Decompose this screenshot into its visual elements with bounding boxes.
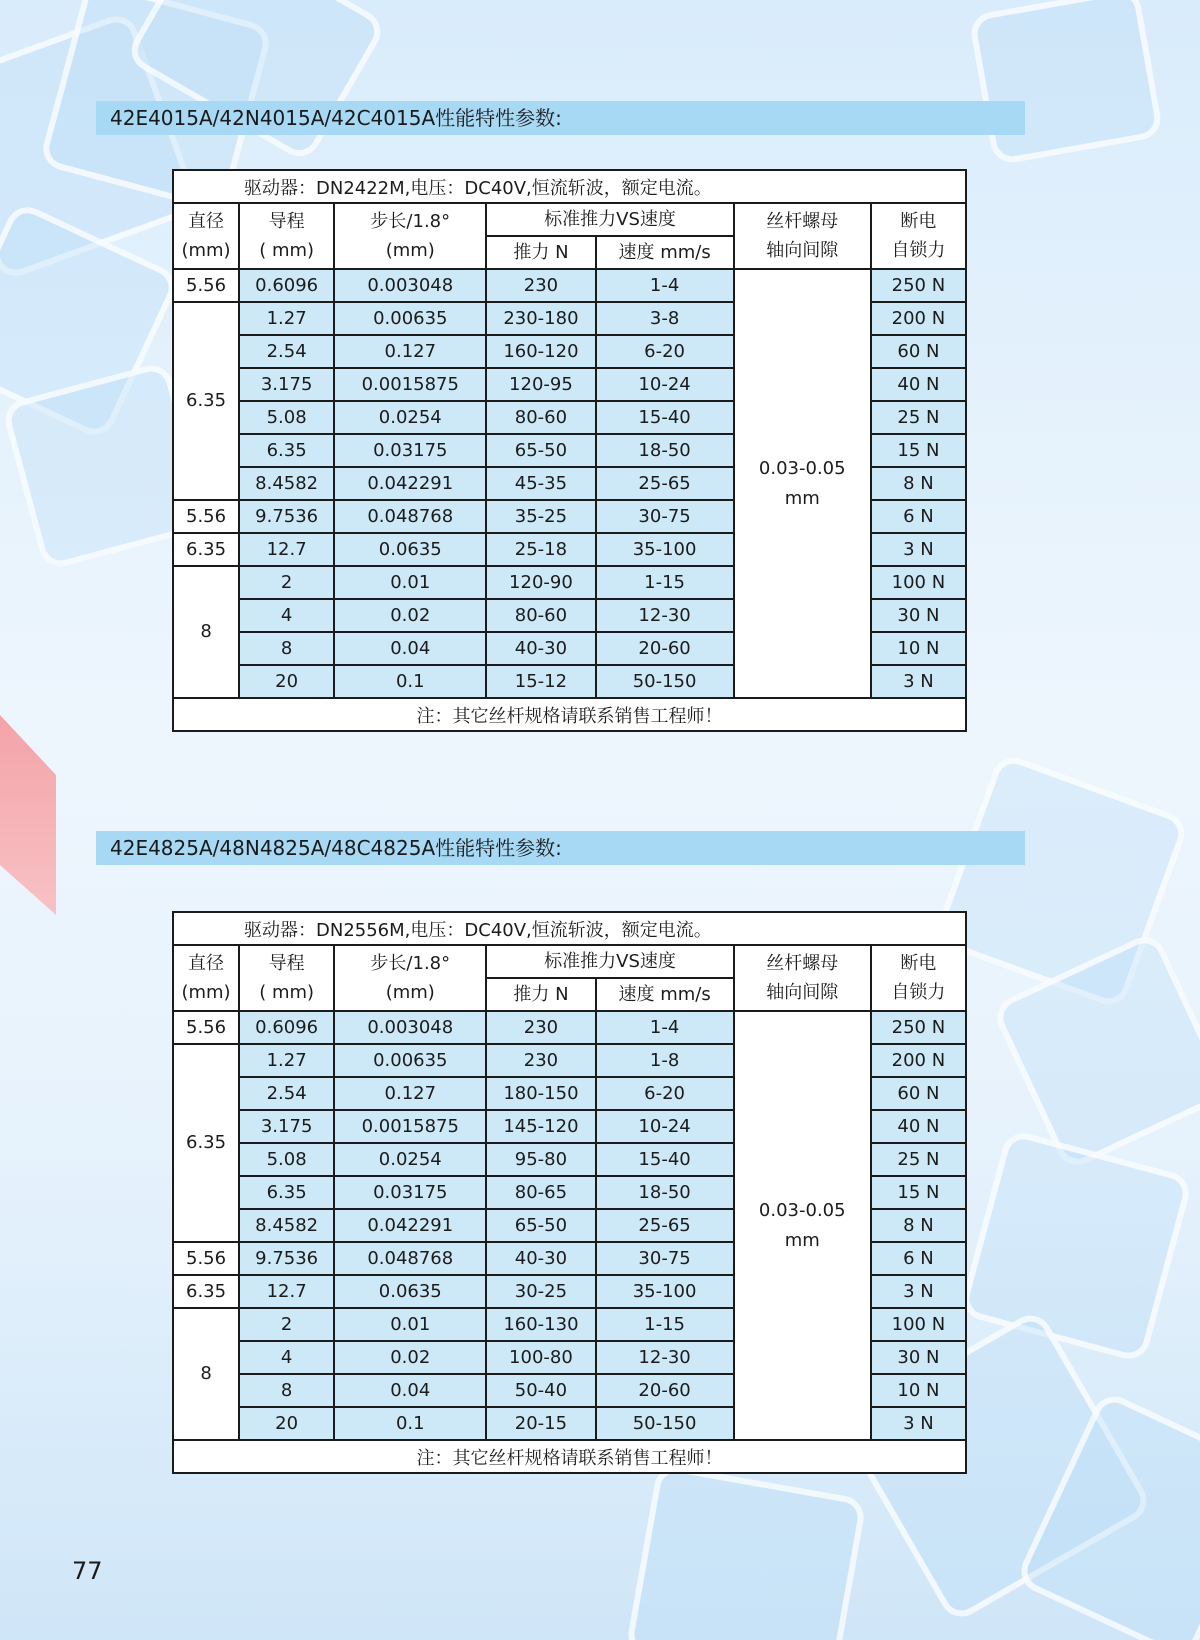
thrust-cell: 120-95 xyxy=(486,368,595,401)
lead-cell: 2.54 xyxy=(239,1077,334,1110)
selflock-cell: 25 N xyxy=(871,401,966,434)
lead-cell: 12.7 xyxy=(239,1275,334,1308)
lead-cell: 6.35 xyxy=(239,1176,334,1209)
step-cell: 0.0015875 xyxy=(334,1110,486,1143)
step-cell: 0.04 xyxy=(334,1374,486,1407)
thrust-cell: 25-18 xyxy=(486,533,595,566)
step-cell: 0.0635 xyxy=(334,1275,486,1308)
header-lead: 导程 ( mm) xyxy=(239,945,334,1011)
speed-cell: 6-20 xyxy=(596,335,734,368)
header-backlash: 丝杆螺母 轴向间隙 xyxy=(734,945,871,1011)
diameter-cell: 5.56 xyxy=(173,269,239,302)
header-diameter: 直径 (mm) xyxy=(173,203,239,269)
backlash-cell xyxy=(734,1011,871,1440)
backlash-unit: mm xyxy=(784,1229,820,1251)
step-cell: 0.01 xyxy=(334,566,486,599)
lead-cell: 3.175 xyxy=(239,368,334,401)
speed-cell: 35-100 xyxy=(596,1275,734,1308)
step-cell: 0.0635 xyxy=(334,533,486,566)
speed-cell: 35-100 xyxy=(596,533,734,566)
diameter-cell: 5.56 xyxy=(173,1242,239,1275)
lead-cell: 0.6096 xyxy=(239,269,334,302)
selflock-cell: 6 N xyxy=(871,500,966,533)
lead-cell: 0.6096 xyxy=(239,1011,334,1044)
diameter-cell: 5.56 xyxy=(173,1011,239,1044)
backlash-cell xyxy=(734,269,871,698)
selflock-cell: 3 N xyxy=(871,533,966,566)
selflock-cell: 10 N xyxy=(871,632,966,665)
thrust-cell: 160-130 xyxy=(486,1308,595,1341)
selflock-cell: 30 N xyxy=(871,1341,966,1374)
selflock-cell: 40 N xyxy=(871,1110,966,1143)
speed-cell: 1-15 xyxy=(596,566,734,599)
thrust-cell: 40-30 xyxy=(486,1242,595,1275)
thrust-cell: 120-90 xyxy=(486,566,595,599)
lead-cell: 5.08 xyxy=(239,401,334,434)
speed-cell: 50-150 xyxy=(596,1407,734,1440)
selflock-cell: 8 N xyxy=(871,467,966,500)
header-selflock: 断电 自锁力 xyxy=(871,203,966,269)
lead-cell: 12.7 xyxy=(239,533,334,566)
step-cell: 0.042291 xyxy=(334,1209,486,1242)
thrust-cell: 35-25 xyxy=(486,500,595,533)
header-step: 步长/1.8° (mm) xyxy=(334,945,486,1011)
thrust-cell: 15-12 xyxy=(486,665,595,698)
lead-cell: 3.175 xyxy=(239,1110,334,1143)
step-cell: 0.00635 xyxy=(334,1044,486,1077)
lead-cell: 9.7536 xyxy=(239,500,334,533)
speed-cell: 1-4 xyxy=(596,269,734,302)
step-cell: 0.02 xyxy=(334,599,486,632)
step-cell: 0.127 xyxy=(334,1077,486,1110)
lead-cell: 8 xyxy=(239,1374,334,1407)
speed-cell: 12-30 xyxy=(596,1341,734,1374)
speed-cell: 6-20 xyxy=(596,1077,734,1110)
header-thrust: 推力 N xyxy=(486,978,595,1011)
backlash-value: 0.03-0.05 xyxy=(758,457,846,479)
thrust-cell: 80-60 xyxy=(486,401,595,434)
thrust-cell: 230 xyxy=(486,269,595,302)
lead-cell: 8.4582 xyxy=(239,1209,334,1242)
thrust-cell: 50-40 xyxy=(486,1374,595,1407)
selflock-cell: 200 N xyxy=(871,302,966,335)
step-cell: 0.01 xyxy=(334,1308,486,1341)
diameter-cell: 6.35 xyxy=(173,1044,239,1242)
speed-cell: 20-60 xyxy=(596,632,734,665)
step-cell: 0.03175 xyxy=(334,434,486,467)
selflock-cell: 200 N xyxy=(871,1044,966,1077)
lead-cell: 2 xyxy=(239,1308,334,1341)
selflock-cell: 3 N xyxy=(871,1407,966,1440)
table-note: 注：其它丝杆规格请联系销售工程师！ xyxy=(173,1440,966,1473)
driver-info: 驱动器：DN2422M,电压：DC40V,恒流斩波，额定电流。 xyxy=(173,170,966,203)
thrust-cell: 65-50 xyxy=(486,1209,595,1242)
speed-cell: 25-65 xyxy=(596,467,734,500)
thrust-cell: 160-120 xyxy=(486,335,595,368)
spec-table xyxy=(172,169,967,732)
speed-cell: 50-150 xyxy=(596,665,734,698)
backlash-unit: mm xyxy=(784,487,820,509)
step-cell: 0.003048 xyxy=(334,1011,486,1044)
step-cell: 0.00635 xyxy=(334,302,486,335)
lead-cell: 20 xyxy=(239,1407,334,1440)
thrust-cell: 230-180 xyxy=(486,302,595,335)
decorative-square xyxy=(958,1128,1193,1363)
lead-cell: 4 xyxy=(239,599,334,632)
step-cell: 0.048768 xyxy=(334,500,486,533)
thrust-cell: 180-150 xyxy=(486,1077,595,1110)
selflock-cell: 250 N xyxy=(871,269,966,302)
selflock-cell: 15 N xyxy=(871,1176,966,1209)
speed-cell: 15-40 xyxy=(596,401,734,434)
lead-cell: 6.35 xyxy=(239,434,334,467)
speed-cell: 12-30 xyxy=(596,599,734,632)
diameter-cell: 6.35 xyxy=(173,302,239,500)
lead-cell: 8.4582 xyxy=(239,467,334,500)
selflock-cell: 25 N xyxy=(871,1143,966,1176)
lead-cell: 20 xyxy=(239,665,334,698)
diameter-cell: 8 xyxy=(173,566,239,698)
diameter-cell: 8 xyxy=(173,1308,239,1440)
thrust-cell: 65-50 xyxy=(486,434,595,467)
lead-cell: 9.7536 xyxy=(239,1242,334,1275)
speed-cell: 3-8 xyxy=(596,302,734,335)
header-thrust-speed: 标准推力VS速度 xyxy=(486,945,733,978)
speed-cell: 18-50 xyxy=(596,434,734,467)
speed-cell: 10-24 xyxy=(596,368,734,401)
selflock-cell: 15 N xyxy=(871,434,966,467)
selflock-cell: 3 N xyxy=(871,1275,966,1308)
selflock-cell: 40 N xyxy=(871,368,966,401)
speed-cell: 1-15 xyxy=(596,1308,734,1341)
header-speed: 速度 mm/s xyxy=(596,978,734,1011)
lead-cell: 1.27 xyxy=(239,1044,334,1077)
selflock-cell: 6 N xyxy=(871,1242,966,1275)
selflock-cell: 3 N xyxy=(871,665,966,698)
lead-cell: 1.27 xyxy=(239,302,334,335)
selflock-cell: 30 N xyxy=(871,599,966,632)
selflock-cell: 8 N xyxy=(871,1209,966,1242)
table-note: 注：其它丝杆规格请联系销售工程师！ xyxy=(173,698,966,731)
selflock-cell: 250 N xyxy=(871,1011,966,1044)
section-title: 42E4015A/42N4015A/42C4015A性能特性参数: xyxy=(96,101,1025,135)
backlash-value: 0.03-0.05 xyxy=(758,1199,846,1221)
lead-cell: 4 xyxy=(239,1341,334,1374)
thrust-cell: 40-30 xyxy=(486,632,595,665)
step-cell: 0.003048 xyxy=(334,269,486,302)
selflock-cell: 60 N xyxy=(871,335,966,368)
speed-cell: 1-8 xyxy=(596,1044,734,1077)
thrust-cell: 100-80 xyxy=(486,1341,595,1374)
step-cell: 0.048768 xyxy=(334,1242,486,1275)
step-cell: 0.0254 xyxy=(334,1143,486,1176)
selflock-cell: 10 N xyxy=(871,1374,966,1407)
lead-cell: 8 xyxy=(239,632,334,665)
step-cell: 0.0015875 xyxy=(334,368,486,401)
page-number: 77 xyxy=(72,1557,103,1585)
step-cell: 0.042291 xyxy=(334,467,486,500)
diameter-cell: 6.35 xyxy=(173,533,239,566)
lead-cell: 5.08 xyxy=(239,1143,334,1176)
header-lead: 导程 ( mm) xyxy=(239,203,334,269)
driver-info: 驱动器：DN2556M,电压：DC40V,恒流斩波，额定电流。 xyxy=(173,912,966,945)
header-thrust: 推力 N xyxy=(486,236,595,269)
thrust-cell: 45-35 xyxy=(486,467,595,500)
step-cell: 0.04 xyxy=(334,632,486,665)
thrust-cell: 230 xyxy=(486,1011,595,1044)
decorative-square xyxy=(968,0,1164,166)
speed-cell: 10-24 xyxy=(596,1110,734,1143)
thrust-cell: 80-60 xyxy=(486,599,595,632)
step-cell: 0.03175 xyxy=(334,1176,486,1209)
header-speed: 速度 mm/s xyxy=(596,236,734,269)
speed-cell: 30-75 xyxy=(596,1242,734,1275)
header-selflock: 断电 自锁力 xyxy=(871,945,966,1011)
speed-cell: 25-65 xyxy=(596,1209,734,1242)
header-backlash: 丝杆螺母 轴向间隙 xyxy=(734,203,871,269)
header-diameter: 直径 (mm) xyxy=(173,945,239,1011)
speed-cell: 18-50 xyxy=(596,1176,734,1209)
thrust-cell: 145-120 xyxy=(486,1110,595,1143)
table-row xyxy=(173,1011,966,1044)
step-cell: 0.1 xyxy=(334,665,486,698)
thrust-cell: 20-15 xyxy=(486,1407,595,1440)
speed-cell: 20-60 xyxy=(596,1374,734,1407)
step-cell: 0.0254 xyxy=(334,401,486,434)
decorative-square xyxy=(625,1463,867,1640)
selflock-cell: 60 N xyxy=(871,1077,966,1110)
speed-cell: 15-40 xyxy=(596,1143,734,1176)
selflock-cell: 100 N xyxy=(871,566,966,599)
thrust-cell: 230 xyxy=(486,1044,595,1077)
thrust-cell: 80-65 xyxy=(486,1176,595,1209)
speed-cell: 30-75 xyxy=(596,500,734,533)
lead-cell: 2.54 xyxy=(239,335,334,368)
selflock-cell: 100 N xyxy=(871,1308,966,1341)
section-title: 42E4825A/48N4825A/48C4825A性能特性参数: xyxy=(96,831,1025,865)
header-thrust-speed: 标准推力VS速度 xyxy=(486,203,733,236)
lead-cell: 2 xyxy=(239,566,334,599)
step-cell: 0.1 xyxy=(334,1407,486,1440)
diameter-cell: 6.35 xyxy=(173,1275,239,1308)
step-cell: 0.02 xyxy=(334,1341,486,1374)
thrust-cell: 95-80 xyxy=(486,1143,595,1176)
spec-table xyxy=(172,911,967,1474)
step-cell: 0.127 xyxy=(334,335,486,368)
table-row xyxy=(173,269,966,302)
header-step: 步长/1.8° (mm) xyxy=(334,203,486,269)
diameter-cell: 5.56 xyxy=(173,500,239,533)
speed-cell: 1-4 xyxy=(596,1011,734,1044)
thrust-cell: 30-25 xyxy=(486,1275,595,1308)
pink-accent-shape xyxy=(0,715,56,915)
